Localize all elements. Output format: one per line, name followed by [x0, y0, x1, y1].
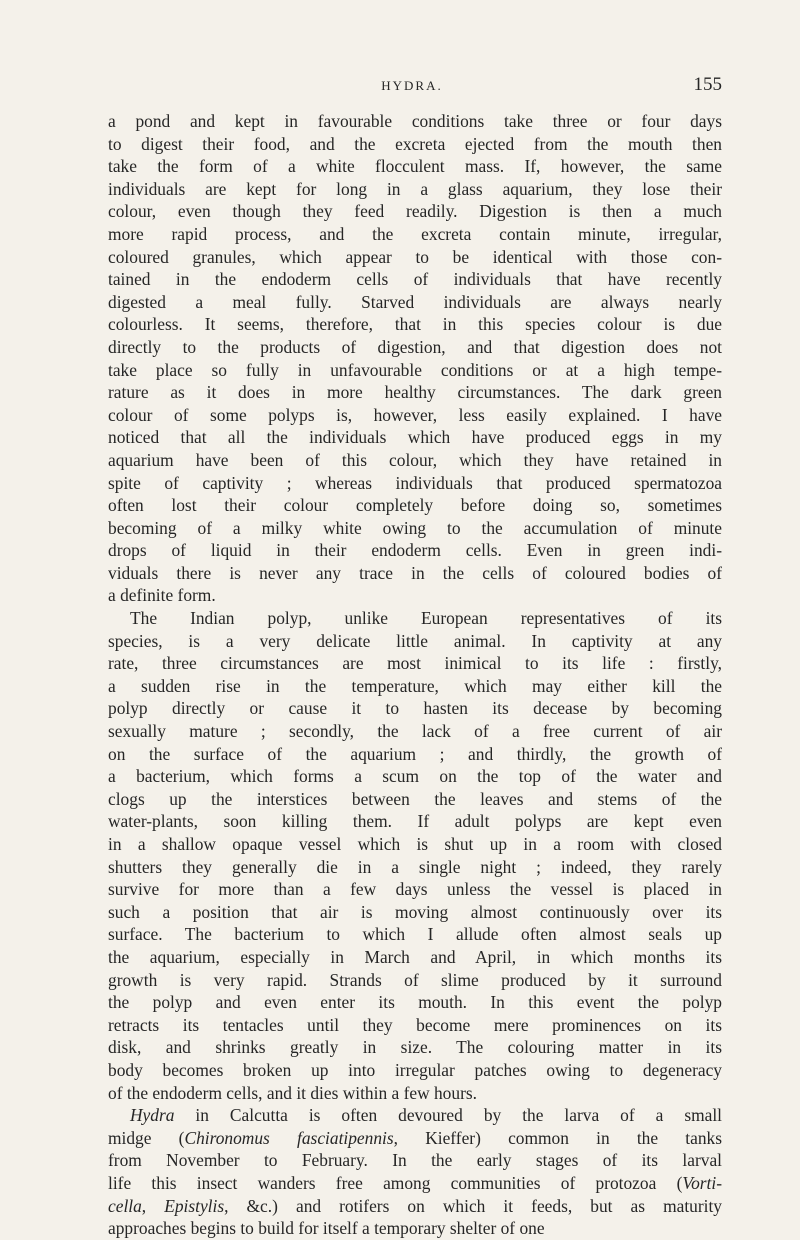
italic-term: Hydra	[130, 1105, 175, 1126]
text-line: from November to February. In the early stages of its larval	[108, 1150, 722, 1171]
text-line: in a shallow opaque vessel which is shut up in a room with closed	[108, 834, 722, 854]
text-line: water-plants, soon killing them. If adult polyps are kept even	[108, 811, 722, 832]
text-line: on the surface of the aquarium ; and thirdly, the growth of	[108, 743, 722, 764]
text-line: polyp directly or cause it to hasten its decease by becoming	[108, 698, 722, 719]
text-line: coloured granules, which appear to be identical with those con-	[108, 246, 722, 267]
text-line: a definite form.	[108, 585, 216, 606]
text-line: digested a meal fully. Starved individuals are always nearly	[108, 291, 722, 312]
text-line: take the form of a white flocculent mass. If, however, the same	[108, 156, 722, 177]
text-line: species, is a very delicate little animal. In captivity at any	[108, 630, 722, 651]
text-line: disk, and shrinks greatly in size. The colouring matter in its	[108, 1037, 722, 1058]
text-line: clogs up the interstices between the leaves and stems of the	[108, 788, 722, 809]
text-line: The Indian polyp, unlike European representatives of its	[130, 608, 722, 629]
text-line	[108, 1127, 722, 1150]
text-line: the aquarium, especially in March and April, in which months its	[108, 946, 722, 967]
text-line: often lost their colour completely before doing so, sometimes	[108, 495, 722, 516]
text-run: ,	[141, 1195, 165, 1216]
text-line: retracts its tentacles until they become mere prominences on its	[108, 1014, 722, 1035]
text-line: of the endoderm cells, and it dies within a few hours.	[108, 1082, 477, 1103]
italic-term: cella	[108, 1195, 142, 1216]
text-line	[108, 1172, 722, 1195]
text-line: becoming of a milky white owing to the accumulation of minute	[108, 517, 722, 538]
text-line: noticed that all the individuals which have produced eggs in my	[108, 427, 722, 448]
text-line: the polyp and even enter its mouth. In this event the polyp	[108, 992, 722, 1013]
text-line: more rapid process, and the excreta contain minute, irregular,	[108, 223, 722, 244]
body-text	[108, 110, 722, 1240]
text-run: midge (	[108, 1127, 185, 1148]
text-run: , &c.) and rotifers on which it feeds, but as maturity	[224, 1195, 722, 1216]
text-line: such a position that air is moving almost continuously over its	[108, 901, 722, 922]
text-line: drops of liquid in their endoderm cells. Even in green indi-	[108, 540, 722, 561]
text-line: body becomes broken up into irregular patches owing to degeneracy	[108, 1059, 722, 1080]
text-line: directly to the products of digestion, and that digestion does not	[108, 336, 722, 357]
text-line: a pond and kept in favourable conditions take three or four days	[108, 111, 722, 131]
text-line: growth is very rapid. Strands of slime produced by it surround	[108, 969, 722, 990]
running-head	[102, 74, 722, 98]
italic-term: Epistylis	[164, 1195, 225, 1216]
text-line: colour of some polyps is, however, less easily explained. I have	[108, 404, 722, 425]
text-line: approaches begins to build for itself a temporary shelter of one	[108, 1218, 545, 1239]
text-line: to digest their food, and the excreta ejected from the mouth then	[108, 133, 722, 154]
text-line: a sudden rise in the temperature, which may either kill the	[108, 675, 722, 696]
text-run: life this insect wanders free among communities of protozoa (	[108, 1172, 683, 1193]
text-line: viduals there is never any trace in the cells of coloured bodies of	[108, 562, 722, 583]
text-line: sexually mature ; secondly, the lack of a free current of air	[108, 721, 722, 742]
italic-term: Vorti-	[682, 1172, 722, 1193]
text-line	[108, 1104, 722, 1127]
running-title: HYDRA.	[381, 78, 443, 93]
text-line: aquarium have been of this colour, which they have retained in	[108, 449, 722, 470]
text-line: shutters they generally die in a single night ; indeed, they rarely	[108, 856, 722, 877]
text-line: survive for more than a few days unless the vessel is placed in	[108, 879, 722, 900]
text-line: tained in the endoderm cells of individuals that have recently	[108, 269, 722, 290]
text-line: spite of captivity ; whereas individuals that produced spermatozoa	[108, 472, 722, 493]
text-line: rature as it does in more healthy circumstances. The dark green	[108, 382, 722, 403]
page-number: 155	[693, 74, 722, 95]
text-line: a bacterium, which forms a scum on the top of the water and	[108, 766, 722, 787]
italic-term: Chironomus fasciatipennis	[184, 1127, 394, 1148]
text-line: rate, three circumstances are most inimical to its life : firstly,	[108, 653, 722, 674]
text-line: surface. The bacterium to which I allude often almost seals up	[108, 924, 722, 945]
text-line: colour, even though they feed readily. Digestion is then a much	[108, 201, 722, 222]
text-run: , Kieffer) common in the tanks	[393, 1127, 722, 1148]
text-line: colourless. It seems, therefore, that in this species colour is due	[108, 314, 722, 335]
text-line: individuals are kept for long in a glass aquarium, they lose their	[108, 178, 722, 199]
text-line: take place so fully in unfavourable conditions or at a high tempe-	[108, 359, 722, 380]
text-run: in Calcutta is often devoured by the larva of a small	[174, 1105, 722, 1126]
